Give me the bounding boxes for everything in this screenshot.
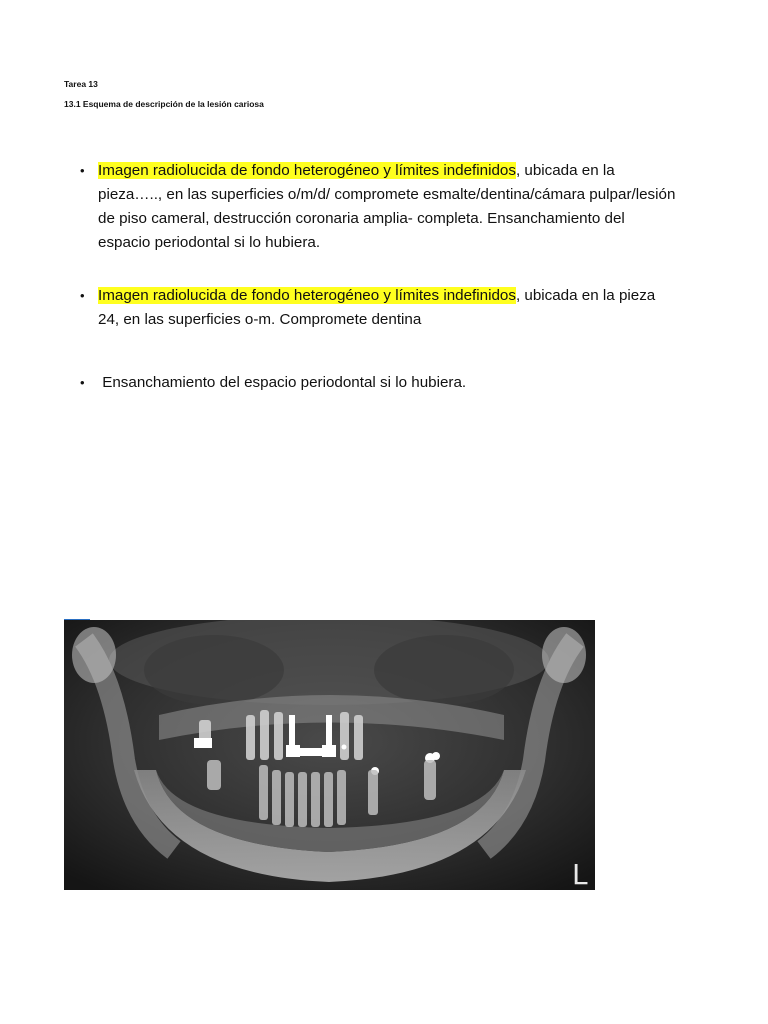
bullet-dot-icon: •	[80, 163, 85, 178]
bullet-item	[80, 159, 680, 255]
xray-side-marker: L	[572, 858, 588, 891]
bullet-text	[98, 159, 680, 255]
document-subtitle: 13.1 Esquema de descripción de la lesión cariosa	[64, 99, 264, 109]
plain-text: , ubicada en la pieza 24, en las superficies o-m. Compromete dentina	[98, 287, 656, 328]
highlighted-text: Imagen radiolucida de fondo heterogéneo y límites indefinidos	[98, 287, 516, 304]
bullet-dot-icon: •	[80, 288, 85, 303]
plain-text: , ubicada en la pieza….., en las superficies o/m/d/ compromete esmalte/dentina/cámara pulpar/lesión de piso cameral, destrucción coronaria amplia- completa. Ensanchamiento del espacio periodontal si lo hubiera.	[98, 162, 676, 251]
document-title: Tarea 13	[64, 79, 98, 89]
bullet-text	[98, 371, 680, 395]
bullet-item	[80, 371, 680, 395]
bullet-text	[98, 284, 680, 332]
bullet-dot-icon: •	[80, 375, 85, 390]
panoramic-xray-image	[64, 620, 595, 890]
plain-text: Ensanchamiento del espacio periodontal si lo hubiera.	[102, 374, 467, 391]
xray-drawing	[64, 620, 595, 890]
bullet-item	[80, 284, 680, 332]
highlighted-text: Imagen radiolucida de fondo heterogéneo y límites indefinidos	[98, 162, 516, 179]
